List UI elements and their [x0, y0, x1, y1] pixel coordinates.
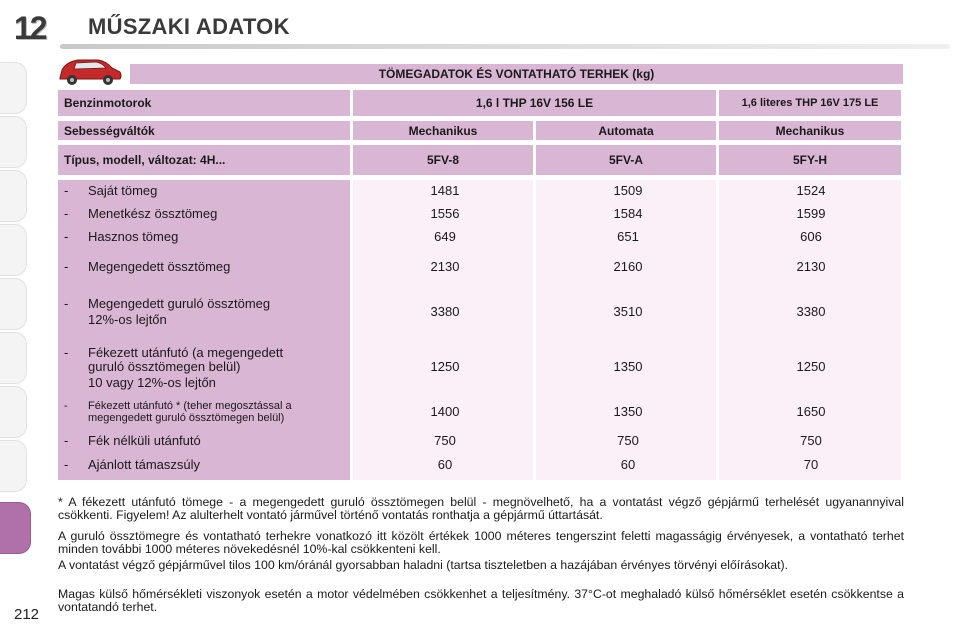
cell-value: 1556	[430, 206, 460, 221]
type-label: Típus, modell, változat: 4H...	[58, 145, 350, 175]
cell-value: 60	[437, 457, 453, 472]
chapter-tab-active[interactable]	[0, 502, 31, 554]
type-col2: 5FV-A	[536, 145, 716, 175]
cell-value: 651	[617, 229, 639, 244]
gearbox-col2: Automata	[536, 121, 716, 140]
title-divider	[60, 44, 950, 49]
cell-value: 1524	[796, 183, 826, 198]
cell-value: 2130	[796, 259, 826, 274]
cell-value: 1509	[613, 183, 643, 198]
cell-value: 750	[434, 433, 456, 448]
chapter-tab[interactable]	[0, 170, 27, 222]
gearbox-col3: Mechanikus	[719, 121, 901, 140]
cell-value: 1584	[613, 206, 643, 221]
cell-value: 70	[803, 457, 819, 472]
chapter-number: 12	[14, 10, 46, 46]
table-title: TÖMEGADATOK ÉS VONTATHATÓ TERHEK (kg)	[130, 64, 903, 84]
note-altitude: A guruló össztömegre és vontatható terhekre vonatkozó itt közölt értékek 1000 méteres tengerszint feletti magasságig érvényesek, a vontatható terhet minden további 1000 méteres növekedésnél 10%-kal csökkenteni kell.	[58, 529, 904, 556]
cell-value: 1650	[796, 404, 826, 419]
cell-value: 750	[617, 433, 639, 448]
engine-row	[58, 90, 901, 116]
chapter-tab[interactable]	[0, 116, 27, 168]
type-col3: 5FY-H	[719, 145, 901, 175]
engine-175: 1,6 literes THP 16V 175 LE	[719, 90, 901, 116]
page-number: 212	[14, 606, 40, 623]
chapter-tab[interactable]	[0, 440, 27, 492]
engine-156: 1,6 l THP 16V 156 LE	[353, 90, 716, 116]
type-row	[58, 145, 901, 175]
cell-value: 3380	[796, 304, 826, 319]
cell-value: 1481	[430, 183, 460, 198]
cell-value: 1350	[613, 359, 643, 374]
chapter-tabs	[0, 62, 30, 582]
cell-value: 750	[800, 433, 822, 448]
type-col1: 5FV-8	[353, 145, 533, 175]
cell-value: 1250	[430, 359, 460, 374]
footnote-towing-weight: * A fékezett utánfutó tömege - a megengedett guruló össztömegen belül - megnövelhető, ha a vontatást végző gépjármű terhelését ugyanannyival csökkenti. Figyelem! Az alulterhelt vontató járművel történő vontatás ronthatja a gépjármű úttartását.	[58, 495, 904, 522]
cell-value: 60	[620, 457, 636, 472]
note-temperature: Magas külső hőmérsékleti viszonyok esetén a motor védelmében csökkenhet a teljesítmény. 37°C-ot meghaladó külső hőmérséklet esetén csökkentse a vontatandó terhet.	[58, 587, 904, 614]
gearbox-label: Sebességváltók	[58, 121, 350, 140]
gearbox-col1: Mechanikus	[353, 121, 533, 140]
engine-label: Benzinmotorok	[58, 90, 350, 116]
page-title: MŰSZAKI ADATOK	[88, 14, 290, 39]
chapter-tab[interactable]	[0, 332, 27, 384]
cell-value: 2130	[430, 259, 460, 274]
cell-value: 1400	[430, 404, 460, 419]
cell-value: 3510	[613, 304, 643, 319]
chapter-tab[interactable]	[0, 386, 27, 438]
cell-value: 2160	[613, 259, 643, 274]
gearbox-row	[58, 121, 901, 140]
cell-value: 1599	[796, 206, 826, 221]
car-icon	[54, 54, 124, 88]
cell-value: 3380	[430, 304, 460, 319]
chapter-tab[interactable]	[0, 62, 27, 114]
chapter-tab[interactable]	[0, 224, 27, 276]
cell-value: 1250	[796, 359, 826, 374]
chapter-tab[interactable]	[0, 278, 27, 330]
cell-value: 649	[434, 229, 456, 244]
note-speed-limit: A vontatást végző gépjárművel tilos 100 km/óránál gyorsabban haladni (tartsa tiszteletben a hazájában érvényes törvényi előírásokat).	[58, 558, 789, 572]
cell-value: 606	[800, 229, 822, 244]
cell-value: 1350	[613, 404, 643, 419]
